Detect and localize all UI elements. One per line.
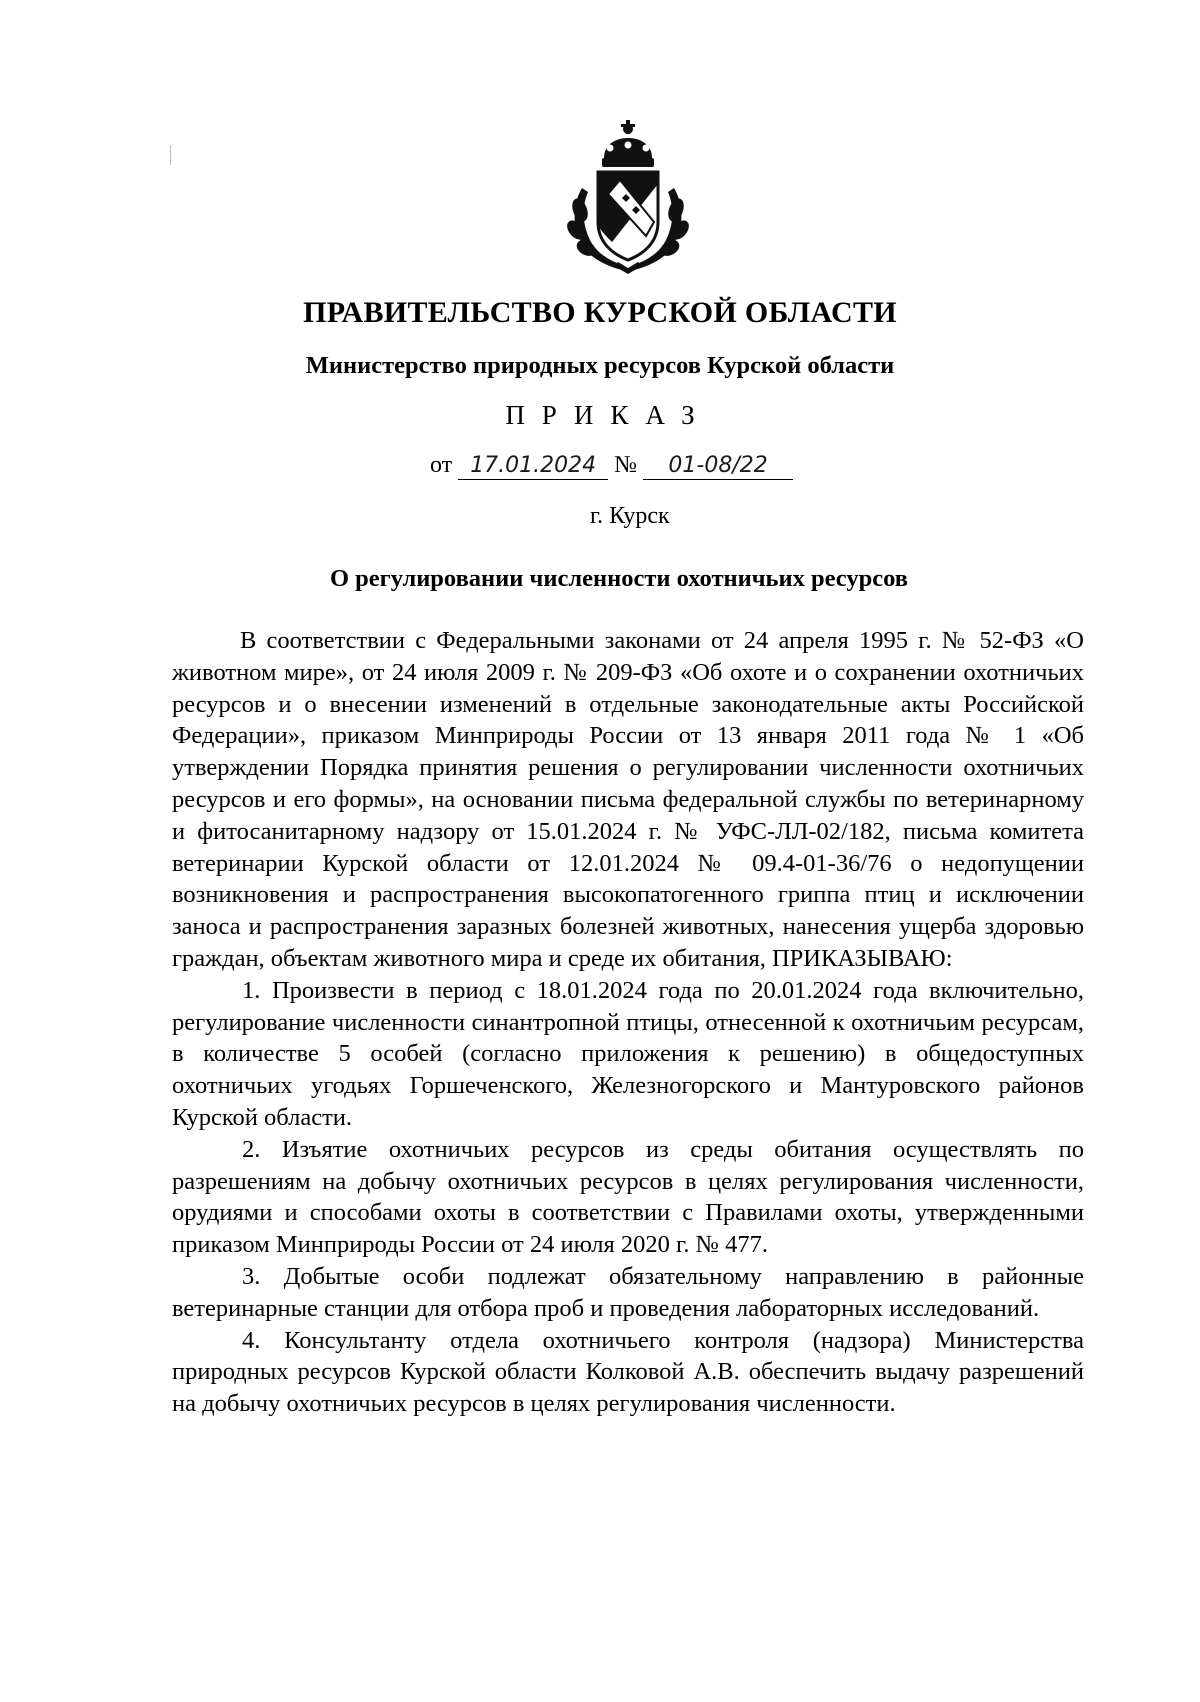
order-date-number-line <box>430 452 793 480</box>
preamble-paragraph: В соответствии с Федеральными законами от 24 апреля 1995 г. № 52-ФЗ «О животном мире», от 24 июля 2009 г. № 209-ФЗ «Об охоте и о сохранении охотничьих ресурсов и о внесении изменений в отдельные законодательные акты Российской Федерации», приказом Минприроды России от 13 января 2011 года № 1 «Об утверждении Порядка принятия решения о регулировании численности охотничьих ресурсов и его формы», на основании письма федеральной службы по ветеринарному и фитосанитарному надзору от 15.01.2024 г. № УФС-ЛЛ-02/182, письма комитета ветеринарии Курской области от 12.01.2024 № 09.4-01-36/76 о недопущении возникновения и распространения высокопатогенного гриппа птиц и исключении заноса и распространения заразных болезней животных, нанесения ущерба здоровью граждан, объектам животного мира и среде их обитания, ПРИКАЗЫВАЮ: <box>172 627 1084 972</box>
city: г. Курск <box>590 503 670 529</box>
government-title: ПРАВИТЕЛЬСТВО КУРСКОЙ ОБЛАСТИ <box>303 296 897 329</box>
order-item-1: 1. Произвести в период с 18.01.2024 года по 20.01.2024 года включительно, регулирование численности синантропной птицы, отнесенной к охотничьим ресурсам, в количестве 5 особей (согласно приложения к решению) в общедоступных охотничьих угодьях Горшеченского, Железногорского и Мантуровского районов Курской области. <box>172 976 1084 1131</box>
order-item-3: 3. Добытые особи подлежат обязательному направлению в районные ветеринарные станции для отбора проб и проведения лабораторных исследований. <box>172 1262 1084 1322</box>
order-date-handwritten: 17.01.2024 <box>458 453 608 480</box>
order-title: О регулировании численности охотничьих ресурсов <box>330 565 908 592</box>
ministry-name: Министерство природных ресурсов Курской области <box>305 352 895 379</box>
order-item-4: 4. Консультанту отдела охотничьего контроля (надзора) Министерства природных ресурсов Курской области Колковой А.В. обеспечить выдачу разрешений на добычу охотничьих ресурсов в целях регулирования численности. <box>172 1326 1084 1418</box>
document-type: ПРИКАЗ <box>505 400 712 430</box>
margin-mark <box>170 145 171 165</box>
order-number-handwritten: 01-08/22 <box>643 453 793 480</box>
order-item-2: 2. Изъятие охотничьих ресурсов из среды обитания осуществлять по разрешениям на добычу охотничьих ресурсов в целях регулирования численности, орудиями и способами охоты в соответствии с Правилами охоты, утвержденными приказом Минприроды России от 24 июля 2020 г. № 477. <box>172 1135 1084 1259</box>
order-body <box>172 625 1084 1420</box>
date-prefix: от <box>430 452 453 478</box>
coat-of-arms-emblem <box>562 118 694 278</box>
number-prefix: № <box>614 452 638 478</box>
